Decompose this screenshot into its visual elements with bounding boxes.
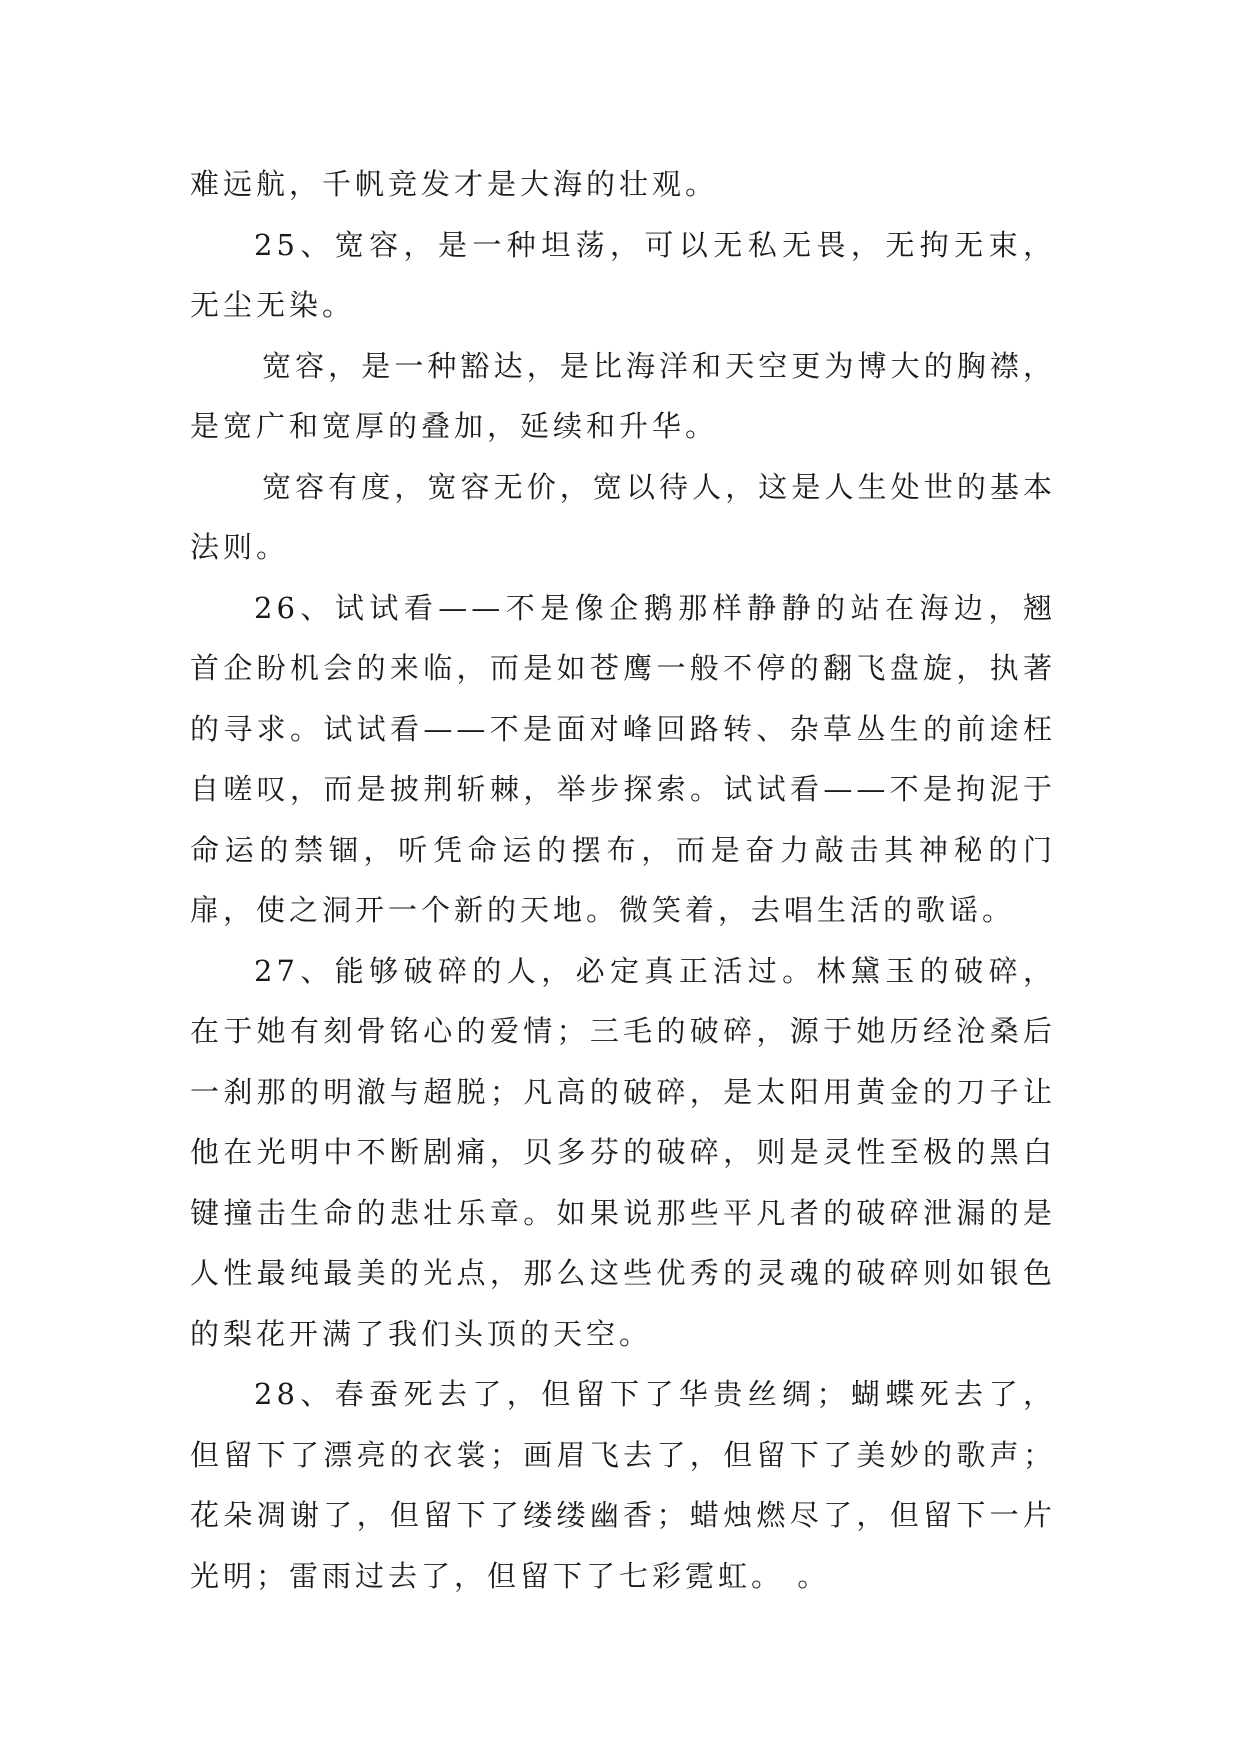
paragraph-continuation: 难远航，千帆竞发才是大海的壮观。	[190, 167, 719, 201]
paragraph-26: 26、试试看——不是像企鹅那样静静的站在海边，翘首企盼机会的来临，而是如苍鹰一般不停的翻飞盘旋，执著的寻求。试试看——不是面对峰回路转、杂草丛生的前途枉自嗟叹，而是披荆斩棘，举步探索。试试看——不是拘泥于命运的禁锢，听凭命运的摆布，而是奋力敲击其神秘的门扉，使之洞开一个新的天地。微笑着，去唱生活的歌谣。	[190, 590, 1056, 927]
paragraph-25-principle: 宽容有度，宽容无价，宽以待人，这是人生处世的基本法则。	[190, 469, 1056, 564]
paragraph-25-broad-mind: 宽容，是一种豁达，是比海洋和天空更为博大的胸襟，是宽广和宽厚的叠加，延续和升华。	[190, 348, 1056, 443]
document-body	[190, 154, 1056, 1606]
paragraph-25: 25、宽容，是一种坦荡，可以无私无畏，无拘无束，无尘无染。	[190, 227, 1056, 322]
paragraph-28: 28、春蚕死去了，但留下了华贵丝绸；蝴蝶死去了，但留下了漂亮的衣裳；画眉飞去了，但留下了美妙的歌声；花朵凋谢了，但留下了缕缕幽香；蜡烛燃尽了，但留下一片光明；雷雨过去了，但留下了七彩霓虹。 。	[190, 1377, 1056, 1593]
paragraph-27: 27、能够破碎的人，必定真正活过。林黛玉的破碎，在于她有刻骨铭心的爱情；三毛的破碎，源于她历经沧桑后一刹那的明澈与超脱；凡高的破碎，是太阳用黄金的刀子让他在光明中不断剧痛，贝多芬的破碎，则是灵性至极的黑白键撞击生命的悲壮乐章。如果说那些平凡者的破碎泄漏的是人性最纯最美的光点，那么这些优秀的灵魂的破碎则如银色的梨花开满了我们头顶的天空。	[190, 953, 1056, 1351]
